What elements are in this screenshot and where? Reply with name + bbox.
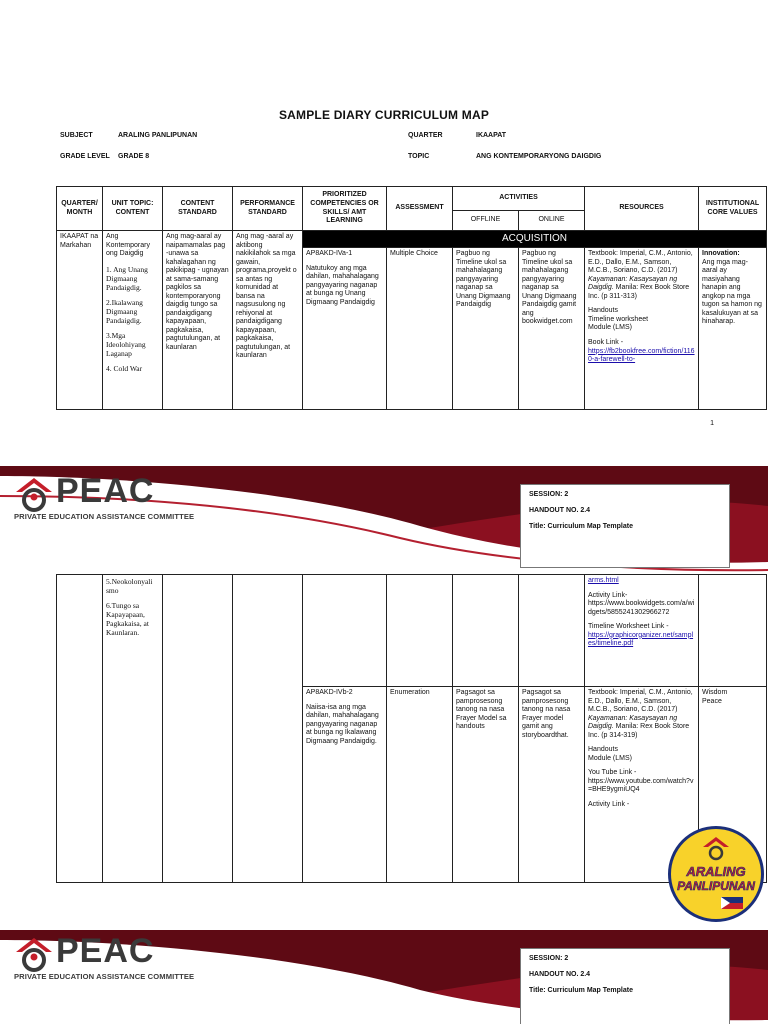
header-quarter: QUARTER/ MONTH xyxy=(57,187,103,231)
row2-resources-youtube-url[interactable]: https://www.youtube.com/watch?v=BHE9ygmiUQ4 xyxy=(588,777,694,794)
session-label-2: SESSION: 2 xyxy=(529,955,569,962)
header-performance-standard: PERFORMANCE STANDARD xyxy=(233,187,303,231)
header-core-values: INSTITUTIONAL CORE VALUES xyxy=(699,187,767,231)
header-offline: OFFLINE xyxy=(453,211,519,231)
resources-booklink-url[interactable]: https://fb2bookfree.com/fiction/1160-a-farewell-to- xyxy=(588,347,695,364)
peac-header-banner-1 xyxy=(0,466,768,576)
resources-module: Module (LMS) xyxy=(588,324,632,332)
session-info-box-2 xyxy=(520,948,730,1024)
cont-cell-core-values xyxy=(699,575,767,687)
header-content-standard: CONTENT STANDARD xyxy=(163,187,233,231)
peac-brand-2: PEAC xyxy=(56,932,155,970)
cont-cell-quarter xyxy=(57,575,103,883)
badge-graphic xyxy=(671,829,761,919)
row2-resources-textbook: Textbook: Imperial, C.M., Antonio, E.D., Dallo, E.M., Samson, M.C.B., Soriano, C.D. (2017) Kayamanan: Kasaysayan ng Daigdig. Manila: Rex Book Store Inc. (p 314-319) xyxy=(588,689,693,739)
resources-handouts: Handouts xyxy=(588,307,618,315)
page-number: 1 xyxy=(710,420,714,427)
header-unit-topic: UNIT TOPIC: CONTENT xyxy=(103,187,163,231)
row2-resources-activity-label: Activity Link - xyxy=(588,800,630,808)
cell-offline-activity: Pagbuo ng Timeline ukol sa mahahalagang pangyayaring naganap sa Unang Digmaang Pandaigdig xyxy=(453,248,519,410)
peac-subtitle: PRIVATE EDUCATION ASSISTANCE COMMITTEE xyxy=(14,512,195,521)
subject-label: SUBJECT xyxy=(60,132,93,139)
curriculum-map-table xyxy=(56,186,767,410)
cont-cell-online xyxy=(519,575,585,687)
core-values-text: Ang mga mag-aaral ay masiyahang hanapin ang angkop na mga tugon sa hamon ng kasalukuyan at sa hinaharap. xyxy=(702,258,762,326)
cell-core-values xyxy=(699,248,767,410)
unit-item-2: 2.Ikalawang Digmaang Pandaigdig. xyxy=(106,297,143,325)
cell-performance-standard: Ang mag -aaral ay aktibong nakikilahok sa mga gawain, programa,proyekt o sa antas ng komunidad at bansa na nagsusulong ng rehiyonal at pandaigdigang kapayapaan, pagkakaisa, pagtutulungan, at kaunlaran xyxy=(233,231,303,410)
handout-title-2: Title: Curriculum Map Template xyxy=(529,987,633,994)
row2-competency-code: AP8AKD-IVb-2 xyxy=(306,689,353,696)
peac-subtitle-2: PRIVATE EDUCATION ASSISTANCE COMMITTEE xyxy=(14,972,195,981)
core-value-peace: Peace xyxy=(702,697,722,705)
topic-label: TOPIC xyxy=(408,153,430,160)
resources-timeline: Timeline worksheet xyxy=(588,315,649,323)
grade-level-label: GRADE LEVEL xyxy=(60,153,110,160)
cont-cell-offline xyxy=(453,575,519,687)
araling-panlipunan-badge xyxy=(668,826,764,922)
handout-label-2: HANDOUT NO. 2.4 xyxy=(529,971,591,978)
row2-cell-competency xyxy=(303,687,387,883)
core-values-title: Innovation: xyxy=(702,250,740,258)
resources-activity-label: Activity Link- xyxy=(588,591,628,599)
cont-cell-competency xyxy=(303,575,387,687)
philippine-flag-icon xyxy=(721,897,743,909)
cont-cell-assessment xyxy=(387,575,453,687)
cont-cell-unit-topic xyxy=(103,575,163,883)
unit-item-5: 5.Neokolonyali smo xyxy=(106,577,153,595)
row2-competency-text: Naiisa-isa ang mga dahilan, mahahalagang pangyayaring naganap at bunga ng Ikalawang Digmaang Pandaigdig. xyxy=(306,703,379,745)
resources-arms-link[interactable]: arms.html xyxy=(588,577,619,584)
unit-intro: Ang Kontemporary ong Daigdig xyxy=(106,233,150,258)
cell-unit-topic xyxy=(103,231,163,410)
handout-label: HANDOUT NO. 2.4 xyxy=(529,507,591,514)
resources-worksheet-url[interactable]: https://graphicorganizer.net/samples/timeline.pdf xyxy=(588,631,694,648)
header-activities: ACTIVITIES xyxy=(453,187,585,211)
header-resources: RESOURCES xyxy=(585,187,699,231)
header-assessment: ASSESSMENT xyxy=(387,187,453,231)
row2-cell-online: Pagsagot sa pamprosesong tanong na nasa Frayer model gamit ang storyboardthat. xyxy=(519,687,585,883)
competency-text: Natutukoy ang mga dahilan, mahahalagang pangyayaring naganap at bunga ng Unang Digmaang Pandaigdig xyxy=(306,264,379,306)
cell-content-standard: Ang mag-aaral ay naipamamalas pag -unawa sa kahalagahan ng pakikipag - ugnayan at sama-samang pagkilos sa kontemporaryong daigdig tungo sa pandaigdigang kapayapaan, pagkakaisa, pagtutulungan, at kaunlaran xyxy=(163,231,233,410)
row2-cell-offline: Pagsagot sa pamprosesong tanong na nasa Frayer Model sa handouts xyxy=(453,687,519,883)
document-title: SAMPLE DIARY CURRICULUM MAP xyxy=(278,108,490,122)
quarter-label: QUARTER xyxy=(408,132,443,139)
badge-line-1: ARALING xyxy=(686,864,746,879)
cell-quarter: IKAAPAT na Markahan xyxy=(57,231,103,410)
peac-header-banner-2 xyxy=(0,930,768,1024)
session-label: SESSION: 2 xyxy=(529,491,569,498)
unit-item-3: 3.Mga Ideolohiyang Laganap xyxy=(106,330,146,358)
subject-value: ARALING PANLIPUNAN xyxy=(118,132,198,139)
peac-logo-icon xyxy=(14,476,54,512)
acquisition-bar: ACQUISITION xyxy=(303,231,767,248)
row2-resources-module: Module (LMS) xyxy=(588,754,632,762)
curriculum-map-table-continued xyxy=(56,574,767,883)
handout-title: Title: Curriculum Map Template xyxy=(529,523,633,530)
cell-resources xyxy=(585,248,699,410)
unit-item-6: 6.Tungo sa Kapayapaan, Pagkakaisa, at Kaunlaran. xyxy=(106,601,149,637)
cell-competency xyxy=(303,248,387,410)
resources-booklink-label: Book Link - xyxy=(588,338,624,346)
resources-worksheet-label: Timeline Worksheet Link - xyxy=(588,623,669,631)
peac-brand: PEAC xyxy=(56,472,155,510)
row2-resources-handouts: Handouts xyxy=(588,746,618,754)
row2-cell-assessment: Enumeration xyxy=(387,687,453,883)
session-info-box xyxy=(520,484,730,568)
badge-line-2: PANLIPUNAN xyxy=(677,879,755,893)
resources-activity-url[interactable]: https://www.bookwidgets.com/a/widgets/5855241302966272 xyxy=(588,600,695,616)
cell-assessment: Multiple Choice xyxy=(387,248,453,410)
header-competencies: PRIORITIZED COMPETENCIES OR SKILLS/ AMT LEARNING xyxy=(303,187,387,231)
unit-item-1: 1. Ang Unang Digmaang Pandaigdig. xyxy=(106,264,148,292)
cont-cell-performance-standard xyxy=(233,575,303,883)
unit-item-4: 4. Cold War xyxy=(106,363,143,373)
topic-value: ANG KONTEMPORARYONG DAIGDIG xyxy=(476,153,602,160)
header-online: ONLINE xyxy=(519,211,585,231)
quarter-value: IKAAPAT xyxy=(476,132,507,139)
core-value-wisdom: Wisdom xyxy=(702,689,728,696)
grade-level-value: GRADE 8 xyxy=(118,153,150,160)
peac-logo-icon xyxy=(14,936,54,972)
cont-cell-resources xyxy=(585,575,699,687)
resources-textbook: Textbook: Imperial, C.M., Antonio, E.D., Dallo, E.M., Samson, M.C.B., Soriano, C.D. (2017) Kayamanan: Kasaysayan ng Daigdig. Manila: Rex Book Store Inc. (p 311-313) xyxy=(588,250,693,300)
competency-code: AP8AKD-IVa-1 xyxy=(306,250,353,258)
cont-cell-content-standard xyxy=(163,575,233,883)
document-page-1 xyxy=(0,0,768,440)
row2-resources-youtube-label: You Tube Link - xyxy=(588,769,637,777)
cell-online-activity: Pagbuo ng Timeline ukol sa mahahalagang pangyayaring naganap sa Unang Digmaang Pandaigdig gamit ang bookwidget.com xyxy=(519,248,585,410)
